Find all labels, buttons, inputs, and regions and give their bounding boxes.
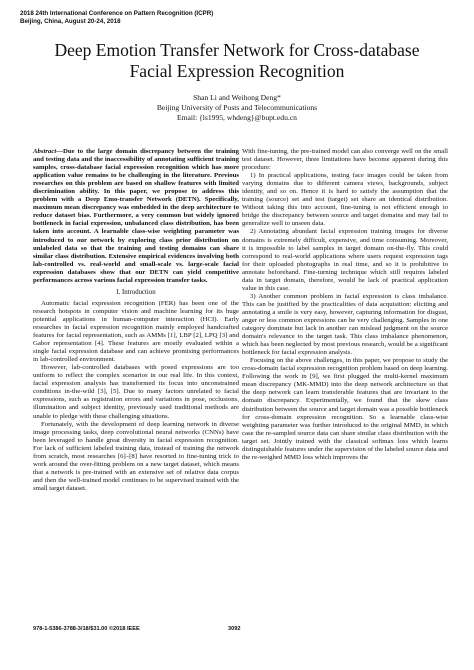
author-email: Email: {ls1995, whdeng}@bupt.edu.cn	[177, 113, 297, 122]
title-line-2: Facial Expression Recognition	[129, 61, 345, 81]
limitation-item-2: 2) Annotating abundant facial expression training images for diverse domains is extremely difficult, expensive, and time consuming. Moreover, it is impossible to label samples in target domain on-the-fly. This could correspond to real-world applications where users request expression tags for their uploaded photographs in real time, and so it is prohibitive to annotate beforehand. Fine-turning technique which still requires labeled data in target domain, therefore, would be lack of practical application value in this case.	[242, 228, 448, 292]
right-column	[242, 148, 448, 462]
conference-location: Beijing, China, August 20-24, 2018	[20, 18, 121, 25]
intro-paragraph-1: Automatic facial expression recognition (FER) has been one of the research hotspots in computer vision and machine learning for its huge potential applications in human-computer interaction (HCI). Early researches in facial expression recognition mainly employed handcrafted features for facial representation, such as AMMs [1], LBP [2], LPQ [3] and Gabor representation [4]. These features are mostly evaluated within a single facial expression database and can achieve promising performances in lab-controlled environment.	[33, 299, 239, 364]
author-affiliation: Beijing University of Posts and Telecommunications	[156, 103, 318, 112]
limitation-item-1: 1) In practical applications, testing face images could be taken from varying domains due to different camera views, backgrounds, subject identity, and so on. Hence it is hard to satisfy the assumption that the training (source) set and test (target) set share an identical distribution. Without taking this into account, fine-tuning is not efficient enough to bridge the discrepancy between source and target domains and may fail to generalize well to unseen data.	[242, 172, 448, 228]
paper-title	[20, 40, 454, 82]
left-column	[33, 148, 239, 493]
page-number: 3092	[228, 626, 241, 632]
author-block	[20, 93, 454, 123]
section-heading-introduction: I. Introduction	[116, 288, 156, 296]
copyright-notice: 978-1-5386-3788-3/18/$31.00 ©2018 IEEE	[33, 626, 140, 632]
author-names: Shan Li and Weihong Deng*	[193, 93, 281, 102]
conference-header	[20, 10, 320, 26]
conference-name: 2018 24th International Conference on Pattern Recognition (ICPR)	[20, 10, 214, 17]
right-paragraph-2: Focusing on the above challenges, in this paper, we propose to study the cross-domain facial expression recognition problem based on deep learning. Following the work in [9], we first plugged the multi-kernel maximum mean discrepancy (MK-MMD) into the deep network architecture so that the deep network can learn transferable features that are invariant to the domain discrepancy. Experimentally, we found that the skew class distribution between the source and target domain was a possible bottleneck for cross-domain expression recognition. So a learnable class-wise weighting parameter was further introduced to the original MMD, in which case the re-sampled source data can share similar class distribution with the target set. Jointly trained with the classical softmax loss which learns distinguishable features under the supervision of the labeled source data and the re-weighed MMD loss which improves the	[242, 357, 448, 461]
title-line-1: Deep Emotion Transfer Network for Cross-database	[54, 40, 420, 60]
intro-paragraph-2: However, lab-controlled databases with posed expressions are too uniform to reflect the complex scenarios in our real life. In this context, facial expression analysis has transformed its focus into unconstrained conditions in-the-wild [3], [5]. Due to many factors unrelated to facial expressions, such as registration errors and variations in pose, occlusions, illumination and subject identity, previously used traditional methods are unable to pledge with these challenging situations.	[33, 364, 239, 420]
abstract-text: —Due to the large domain discrepancy between the training and testing data and the inaccessibility of annotating sufficient training samples, cross-database facial expression recognition which has more application value remains to be challenging in the literature. Previous researches on this problem are based on shallow features with limited discrimination ability. In this paper, we propose to address this problem with a Deep Emo-transfer Network (DETN). Specifically, maximum mean discrepancy was embedded in the deep architecture to reduce dataset bias. Furthermore, a very common but widely ignored bottleneck in facial expression, unbalanced class distribution, has been taken into account. A learnable class-wise weighting parameter was introduced to our network by exploring class prior distribution on unlabeled data so that the training and testing domains can share similar class distribution. Extensive empirical evidences involving both lab-controlled vs. real-world and small-scale vs. large-scale facial expression databases show that our DETN can yield competitive performances across various facial expression transfer tasks.	[33, 148, 239, 284]
right-paragraph-1: With fine-tuning, the pre-trained model can also converge well on the small test dataset. However, three limitations have become apparent during this procedure:	[242, 148, 448, 172]
abstract-label: Abstract	[33, 148, 57, 155]
intro-paragraph-3: Fortunately, with the development of deep learning network in diverse image processing tasks, deep convolutional neural networks (CNNs) have been leveraged to handle great diversity in facial expression recognition. For lack of sufficient labeled training data, instead of training the network from scratch, most researches [6]–[8] have resorted to fine-tuning trick to work around the over-fitting problem on a new target dataset, which means that a network is pre-trained with an extensive set of relative data corpus and then the well-trained model continues to be supervised trained with the small target dataset.	[33, 420, 239, 492]
limitation-item-3: 3) Another common problem in facial expression is class imbalance. This can be justified by the practicalities of data acquisition: eliciting and annotating a smile is very easy, however, capturing information for disgust, anger or less common expressions can be very challenging. Samples in one category dominate but lack in another can mislead judgment on the source domain's relevance to the target task. This class imbalance phenomenon, which has been neglected by most previous research, would be a significant bottleneck for facial expression analysis.	[242, 292, 448, 357]
abstract	[33, 148, 239, 285]
